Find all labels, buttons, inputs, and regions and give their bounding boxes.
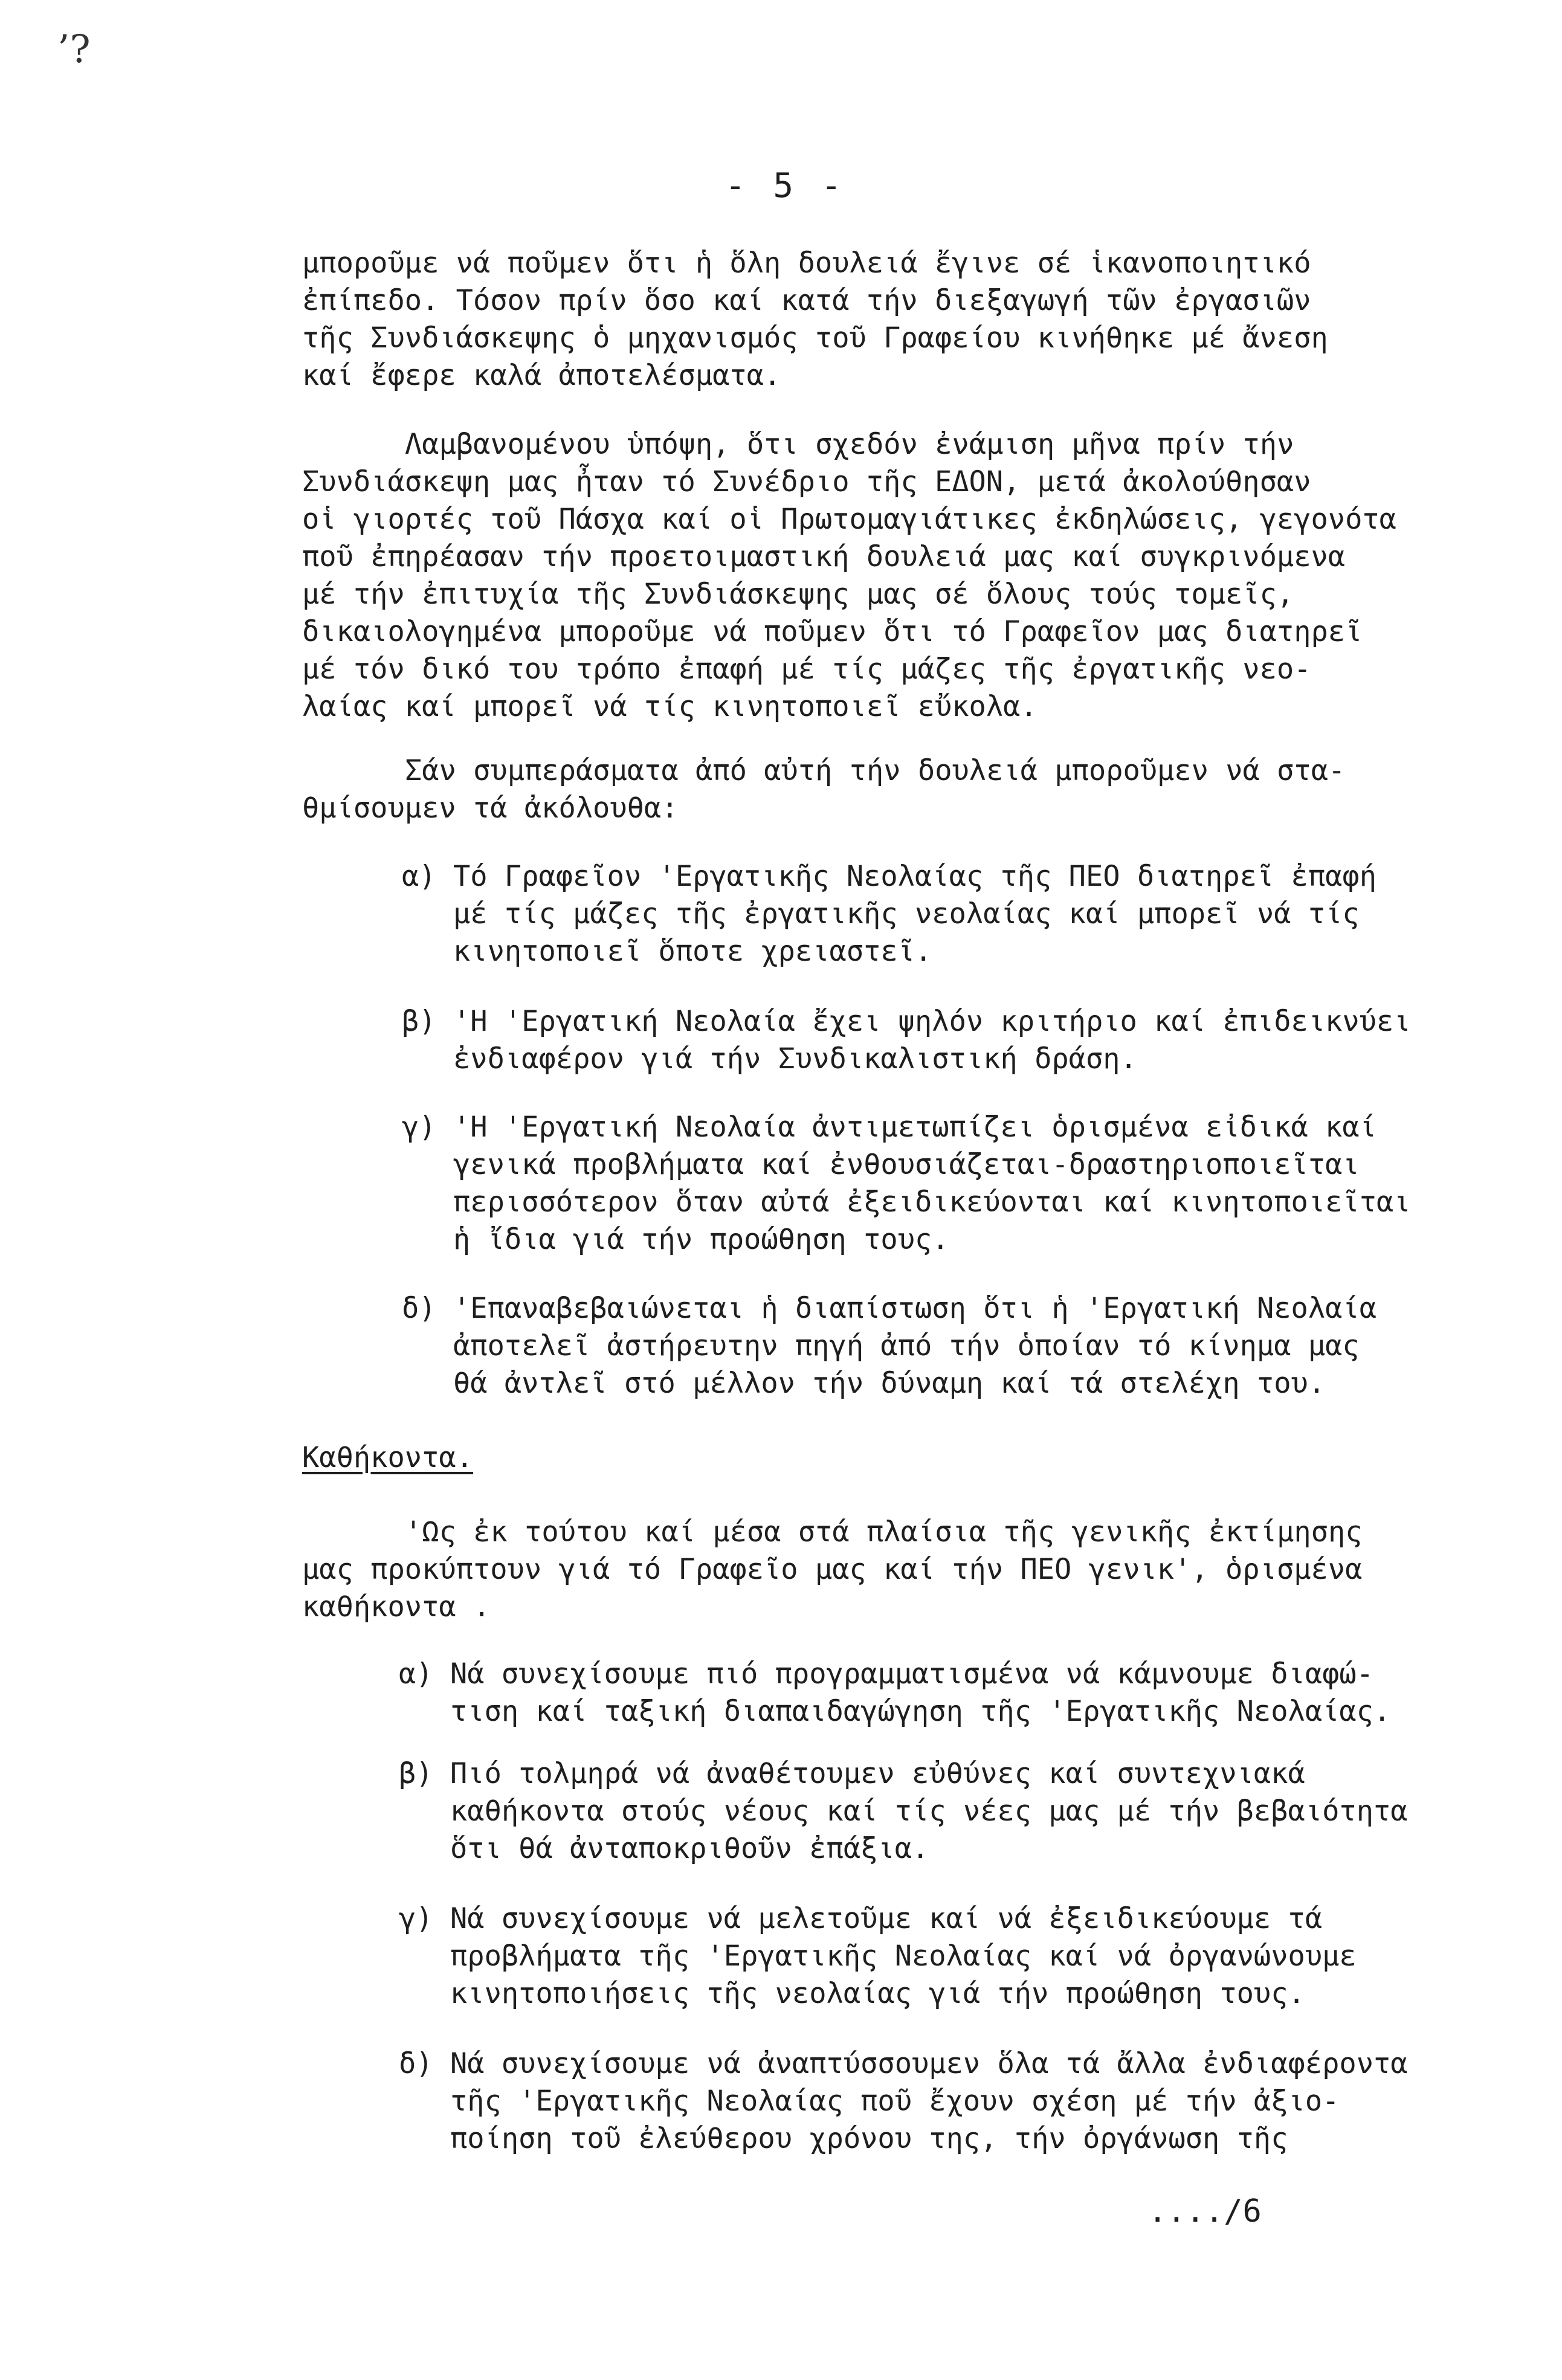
- text-line: 'Ως ἐκ τούτου καί μέσα στά πλαίσια τῆς γενικῆς ἐκτίμησης: [405, 1515, 1363, 1549]
- intro-paragraph: [302, 245, 1480, 395]
- text-line: 'Η 'Εργατική Νεολαία ἀντιμετωπίζει ὁρισμένα εἰδικά καί: [453, 1111, 1377, 1144]
- conclusion-item-b: [402, 1003, 1411, 1078]
- text-line: 'Η 'Εργατική Νεολαία ἔχει ψηλόν κριτήριο καί ἐπιδεικνύει: [453, 1005, 1411, 1038]
- text-line: Συνδιάσκεψη μας ἦταν τό Συνέδριο τῆς ΕΔΟΝ, μετά ἀκολούθησαν: [302, 465, 1311, 498]
- text-line: οἱ γιορτές τοῦ Πάσχα καί οἱ Πρωτομαγιάτικες ἐκδηλώσεις, γεγονότα: [302, 503, 1396, 536]
- text-line: Νά συνεχίσουμε νά ἀναπτύσσουμεν ὅλα τά ἄλλα ἐνδιαφέροντα: [450, 2047, 1408, 2080]
- duty-item-b: [399, 1755, 1408, 1868]
- list-marker: α): [399, 1657, 433, 1691]
- conclusion-item-a: [402, 858, 1377, 970]
- list-marker: β): [399, 1757, 433, 1790]
- duty-item-a: [399, 1656, 1391, 1730]
- paragraph-4: [302, 1514, 1480, 1626]
- page-number: - 5 -: [725, 166, 845, 205]
- text-line: κινητοποιήσεις τῆς νεολαίας γιά τήν προώθηση τους.: [450, 1977, 1305, 2010]
- text-line: κινητοποιεῖ ὅποτε χρειαστεῖ.: [453, 935, 932, 968]
- text-line: Νά συνεχίσουμε πιό προγραμματισμένα νά κάμνουμε διαφώ-: [450, 1657, 1374, 1691]
- text-line: δικαιολογημένα μποροῦμε νά ποῦμεν ὅτι τό Γραφεῖον μας διατηρεῖ: [302, 615, 1363, 648]
- text-line: ἐπίπεδο. Τόσον πρίν ὅσο καί κατά τήν διεξαγωγή τῶν ἐργασιῶν: [302, 284, 1311, 317]
- list-marker: δ): [399, 2047, 433, 2080]
- text-line: τῆς Συνδιάσκεψης ὁ μηχανισμός τοῦ Γραφείου κινήθηκε μέ ἄνεση: [302, 321, 1328, 355]
- paragraph-3: [302, 752, 1480, 827]
- text-line: καθήκοντα .: [302, 1590, 491, 1624]
- text-line: ὅτι θά ἀνταποκριθοῦν ἐπάξια.: [450, 1832, 929, 1865]
- text-line: Πιό τολμηρά νά ἀναθέτουμεν εὐθύνες καί συντεχνιακά: [450, 1757, 1305, 1790]
- text-line: καί ἔφερε καλά ἀποτελέσματα.: [302, 359, 781, 392]
- text-line: ποίηση τοῦ ἐλεύθερου χρόνου της, τήν ὀργάνωση τῆς: [450, 2122, 1288, 2155]
- list-marker: α): [402, 860, 436, 893]
- conclusion-item-d: [402, 1290, 1377, 1402]
- text-line: τιση καί ταξική διαπαιδαγώγηση τῆς 'Εργατικῆς Νεολαίας.: [450, 1695, 1391, 1728]
- text-line: Τό Γραφεῖον 'Εργατικῆς Νεολαίας τῆς ΠΕΟ διατηρεῖ ἐπαφή: [453, 860, 1377, 893]
- list-marker: δ): [402, 1292, 436, 1325]
- text-line: Λαμβανομένου ὑπόψη, ὅτι σχεδόν ἐνάμιση μῆνα πρίν τήν: [405, 428, 1294, 461]
- text-line: τῆς 'Εργατικῆς Νεολαίας ποῦ ἔχουν σχέση μέ τήν ἀξιο-: [450, 2085, 1340, 2118]
- list-marker: β): [402, 1005, 436, 1038]
- duty-item-c: [399, 1900, 1357, 2013]
- paragraph-2: [302, 426, 1480, 726]
- text-line: ἐνδιαφέρον γιά τήν Συνδικαλιστική δράση.: [453, 1042, 1137, 1076]
- section-heading: Καθήκοντα.: [302, 1441, 473, 1474]
- corner-mark: ’?: [57, 27, 91, 72]
- text-line: θά ἀντλεῖ στό μέλλον τήν δύναμη καί τά στελέχη του.: [453, 1367, 1326, 1400]
- text-line: μέ τήν ἐπιτυχία τῆς Συνδιάσκεψης μας σέ ὅλους τούς τομεῖς,: [302, 578, 1294, 611]
- text-line: μέ τόν δικό του τρόπο ἐπαφή μέ τίς μάζες τῆς ἐργατικῆς νεο-: [302, 653, 1311, 686]
- text-line: 'Επαναβεβαιώνεται ἡ διαπίστωση ὅτι ἡ 'Εργατική Νεολαία: [453, 1292, 1377, 1325]
- text-line: προβλήματα τῆς 'Εργατικῆς Νεολαίας καί νά ὀργανώνουμε: [450, 1940, 1357, 1973]
- text-line: θμίσουμεν τά ἀκόλουθα:: [302, 792, 679, 825]
- text-line: λαίας καί μπορεῖ νά τίς κινητοποιεῖ εὔκολα.: [302, 690, 1038, 723]
- text-line: μποροῦμε νά ποῦμεν ὅτι ἡ ὅλη δουλειά ἔγινε σέ ἱκανοποιητικό: [302, 247, 1311, 280]
- list-marker: γ): [402, 1111, 436, 1144]
- text-line: μας προκύπτουν γιά τό Γραφεῖο μας καί τήν ΠΕΟ γενικ', ὁρισμένα: [302, 1553, 1363, 1586]
- text-line: ποῦ ἐπηρέασαν τήν προετοιμαστική δουλειά μας καί συγκρινόμενα: [302, 540, 1346, 573]
- text-line: Σάν συμπεράσματα ἀπό αὐτή τήν δουλειά μποροῦμεν νά στα-: [405, 754, 1346, 787]
- text-line: ἀποτελεῖ ἀστήρευτην πηγή ἀπό τήν ὁποίαν τό κίνημα μας: [453, 1329, 1360, 1363]
- text-line: ἡ ἴδια γιά τήν προώθηση τους.: [453, 1223, 949, 1256]
- text-line: περισσότερον ὅταν αὐτά ἐξειδικεύονται καί κινητοποιεῖται: [453, 1185, 1411, 1219]
- list-marker: γ): [399, 1902, 433, 1935]
- text-line: μέ τίς μάζες τῆς ἐργατικῆς νεολαίας καί μπορεῖ νά τίς: [453, 897, 1360, 930]
- text-line: καθήκοντα στούς νέους καί τίς νέες μας μέ τήν βεβαιότητα: [450, 1795, 1408, 1828]
- text-line: γενικά προβλήματα καί ἐνθουσιάζεται-δραστηριοποιεῖται: [453, 1148, 1360, 1181]
- duty-item-d: [399, 2045, 1408, 2158]
- conclusion-item-c: [402, 1109, 1411, 1259]
- continuation-marker: ..../6: [1148, 2193, 1262, 2230]
- text-line: Νά συνεχίσουμε νά μελετοῦμε καί νά ἐξειδικεύουμε τά: [450, 1902, 1323, 1935]
